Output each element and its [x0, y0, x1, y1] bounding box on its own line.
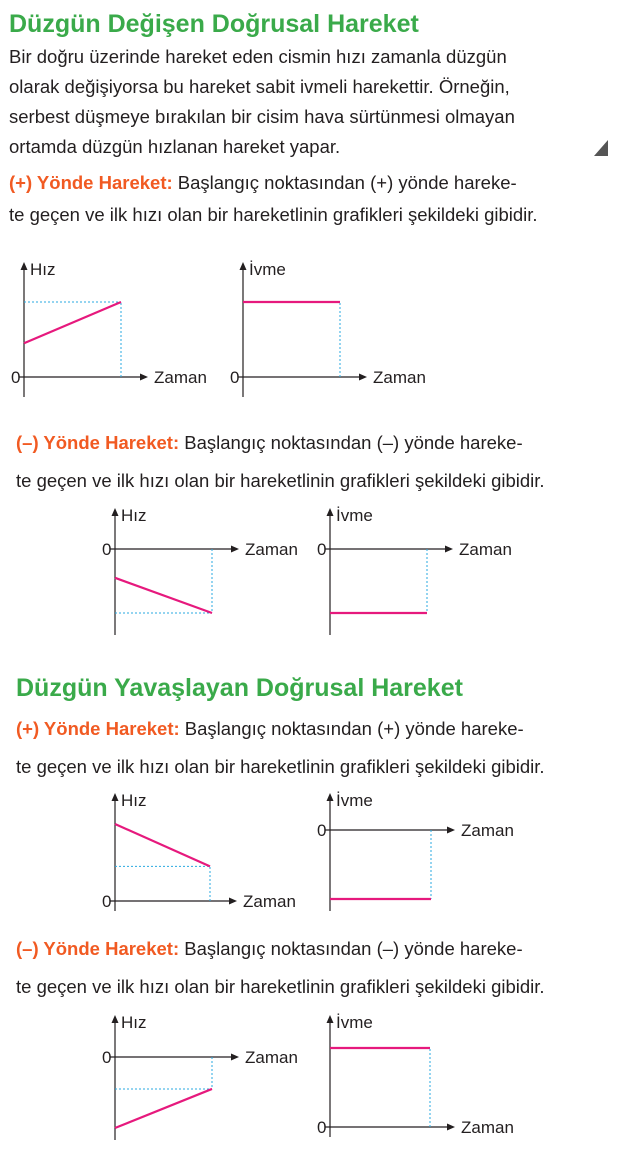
y-axis-label: Hız [121, 506, 147, 525]
y-axis-label: İvme [336, 791, 373, 810]
x-axis-arrow [359, 374, 367, 381]
paragraph-text: Başlangıç noktasından (–) yönde hareke- [179, 938, 523, 959]
y-axis-arrow [112, 793, 119, 801]
origin-label: 0 [230, 368, 240, 387]
x-axis-arrow [231, 546, 239, 553]
origin-label: 0 [317, 540, 327, 559]
intro-line: serbest düşmeye bırakılan bir cisim hava sürtünmesi olmayan [9, 106, 515, 127]
paragraph-line: te geçen ve ilk hızı olan bir hareketlinin grafikleri şekildeki gibidir. [16, 470, 545, 491]
y-axis-arrow [112, 1015, 119, 1023]
y-axis-arrow [21, 262, 28, 270]
paragraph-text: Başlangıç noktasından (–) yönde hareke- [179, 432, 523, 453]
y-axis-arrow [240, 262, 247, 270]
x-axis-arrow [231, 1054, 239, 1061]
x-axis-arrow [140, 374, 148, 381]
y-axis-label: İvme [249, 260, 286, 279]
x-axis-label: Zaman [461, 1118, 514, 1137]
y-axis-label: Hız [121, 1013, 147, 1032]
y-axis-label: İvme [336, 1013, 373, 1032]
x-axis-arrow [445, 546, 453, 553]
x-axis-arrow [447, 1124, 455, 1131]
x-axis-label: Zaman [154, 368, 207, 387]
section-title: Düzgün Yavaşlayan Doğrusal Hareket [16, 674, 463, 702]
graph-line [115, 1089, 212, 1128]
subheading: (–) Yönde Hareket: [16, 432, 180, 453]
paragraph-line: te geçen ve ilk hızı olan bir hareketlinin grafikleri şekildeki gibidir. [16, 976, 545, 997]
x-axis-label: Zaman [243, 892, 296, 911]
paragraph-text: Başlangıç noktasından (+) yönde hareke- [172, 172, 517, 193]
x-axis-label: Zaman [245, 540, 298, 559]
intro-line: olarak değişiyorsa bu hareket sabit ivmeli harekettir. Örneğin, [9, 76, 510, 97]
origin-label: 0 [317, 1118, 327, 1137]
x-axis-label: Zaman [461, 821, 514, 840]
x-axis-arrow [229, 898, 237, 905]
section-title: Düzgün Değişen Doğrusal Hareket [9, 10, 419, 38]
subheading: (+) Yönde Hareket: [16, 718, 180, 739]
y-axis-arrow [327, 1015, 334, 1023]
x-axis-label: Zaman [245, 1048, 298, 1067]
graph-line [115, 824, 210, 866]
origin-label: 0 [317, 821, 327, 840]
origin-label: 0 [102, 540, 112, 559]
y-axis-arrow [327, 793, 334, 801]
origin-label: 0 [102, 892, 112, 911]
subheading: (–) Yönde Hareket: [16, 938, 180, 959]
paragraph-line: te geçen ve ilk hızı olan bir hareketlinin grafikleri şekildeki gibidir. [9, 204, 538, 225]
x-axis-arrow [447, 827, 455, 834]
x-axis-label: Zaman [459, 540, 512, 559]
subheading: (+) Yönde Hareket: [9, 172, 173, 193]
intro-line: Bir doğru üzerinde hareket eden cismin hızı zamanla düzgün [9, 46, 507, 67]
y-axis-label: Hız [121, 791, 147, 810]
graph-line [115, 578, 212, 613]
y-axis-arrow [112, 508, 119, 516]
paragraph-line: te geçen ve ilk hızı olan bir hareketlinin grafikleri şekildeki gibidir. [16, 756, 545, 777]
y-axis-label: İvme [336, 506, 373, 525]
intro-line: ortamda düzgün hızlanan hareket yapar. [9, 136, 341, 157]
origin-label: 0 [102, 1048, 112, 1067]
origin-label: 0 [11, 368, 21, 387]
x-axis-label: Zaman [373, 368, 426, 387]
y-axis-label: Hız [30, 260, 56, 279]
graph-line [24, 302, 121, 343]
y-axis-arrow [327, 508, 334, 516]
paragraph-text: Başlangıç noktasından (+) yönde hareke- [179, 718, 524, 739]
